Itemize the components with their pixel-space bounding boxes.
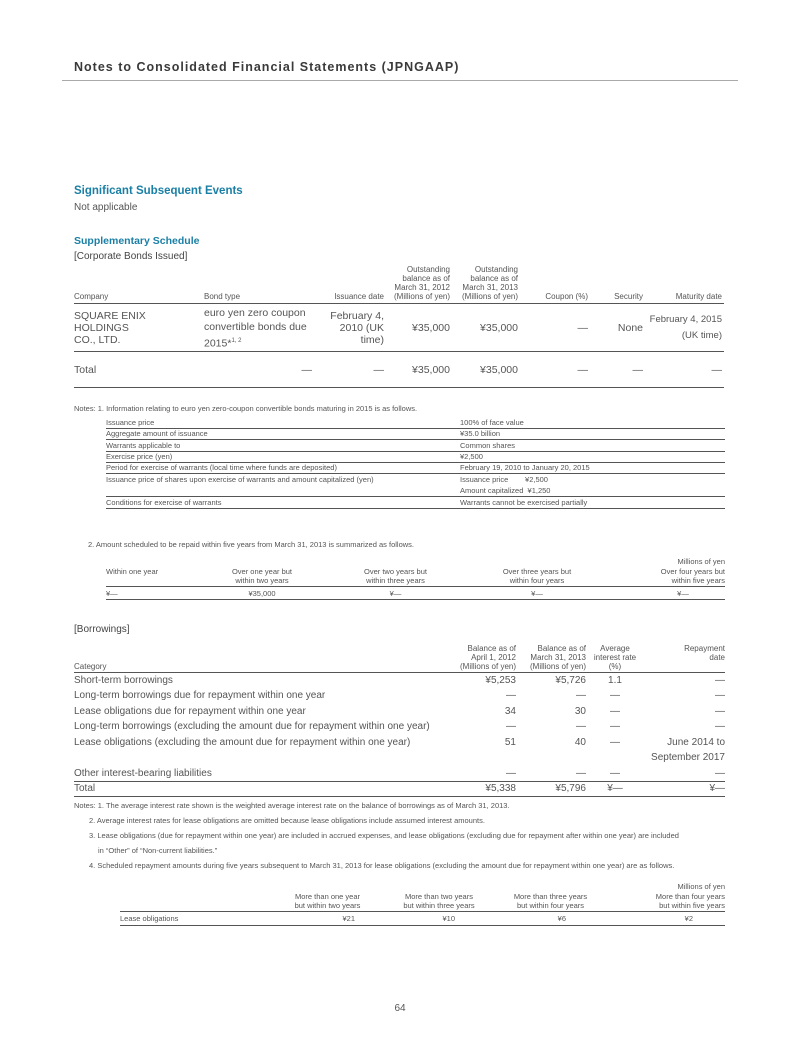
col-line: interest rate [593,653,637,662]
issuance-line: February 4, [330,310,384,322]
repayment-unit: Millions of yen [677,556,725,566]
col-coupon: Coupon (%) [520,262,590,303]
lease-table [120,880,725,926]
repayment-note: 2. Amount scheduled to be repaid within five years from March 31, 2013 is summarized as follows. [88,540,414,549]
total-bond-type: — [204,351,314,387]
value-cell: — [576,721,586,733]
rep-header-line: within two years [235,576,289,585]
lease-header [270,892,385,912]
bond-type-text: 2015* [204,337,232,350]
rep-header-line: Over two years but [364,567,427,576]
category-cell [74,750,444,766]
lease-header-line: but within four years [516,901,585,910]
value-cell [516,750,586,766]
rep-value: ¥35,000 [196,587,328,600]
rep-value: ¥— [611,587,725,600]
table-row [106,451,725,462]
rep-header-line: Over three years but [502,567,572,576]
detail-label: Issuance price of shares upon exercise of warrants and amount capitalized (yen) [106,475,374,485]
value-cell: — [506,690,516,702]
detail-label: Exercise price (yen) [106,451,456,462]
total-issuance: — [314,351,386,387]
bond-type-cell [204,303,314,351]
table-row [74,719,725,735]
rate-cell: — [610,767,620,779]
bonds-subtitle: [Corporate Bonds Issued] [74,251,188,262]
lease-header [385,892,493,912]
table-row [106,463,725,474]
value-cell: 40 [574,736,586,748]
subsequent-events-title: Significant Subsequent Events [74,185,243,197]
page-number: 64 [394,1003,406,1014]
bond-notes-intro: Notes: 1. Information relating to euro yen zero-coupon convertible bonds maturing in 2015 is as follows. [74,404,418,413]
table-row [106,485,725,496]
rep-header-line: within five years [671,576,725,585]
total-row [74,351,724,387]
total-security: — [590,351,645,387]
col-line: Repayment [684,644,725,653]
rate-cell: — [610,705,620,717]
date-cell: — [715,690,725,702]
col-maturity: Maturity date [645,262,724,303]
lease-header-line: but within five years [659,901,725,910]
note-line: in “Other” of “Non-current liabilities.” [98,846,218,855]
col-line: April 1, 2012 [471,653,516,662]
date-cell: — [715,767,725,779]
detail-value: February 19, 2010 to January 20, 2015 [456,463,725,474]
table-row [74,303,724,351]
coupon-cell: — [520,303,590,351]
company-line: SQUARE ENIX HOLDINGS [74,310,146,334]
rate-cell: 1.1 [608,675,622,686]
col-balance-2012 [386,262,452,303]
category-cell: Total [74,781,444,797]
table-row [74,673,725,689]
col-issuance-date: Issuance date [314,262,386,303]
rate-cell: — [610,721,620,733]
lease-header [493,892,608,912]
borrowings-table [74,644,725,797]
maturity-cell [645,303,724,351]
detail-value: Issuance price ¥2,500 [460,475,548,485]
value-cell: ¥5,726 [555,675,586,686]
bond-type-line: euro yen zero coupon [204,306,306,319]
company-cell [74,303,204,351]
lease-header-empty [120,892,270,912]
lease-header-line: More than two years [405,892,473,901]
value-cell: 30 [574,705,586,717]
lease-header-line: More than three years [513,892,588,901]
rep-header [611,567,725,587]
rep-header [328,567,463,587]
detail-label: Issuance price [106,417,456,428]
table-row [74,704,725,720]
col-line: date [709,653,725,662]
col-line: Average [600,644,630,653]
lease-header-line: More than four years [655,892,725,901]
rep-header-line: Within one year [106,567,159,576]
table-row [106,440,725,451]
col-line: (%) [608,662,622,671]
col-line: Outstanding [406,264,450,274]
company-line: CO., LTD. [74,334,121,346]
rep-header [196,567,328,587]
total-balance-2013: ¥35,000 [452,351,520,387]
lease-label: Lease obligations [120,912,270,926]
rep-header [463,567,611,587]
maturity-line: February 4, 2015 [649,314,722,325]
col-line: balance as of [402,273,450,283]
col-line: March 31, 2013 [530,653,586,662]
detail-value: Amount capitalized ¥1,250 [456,485,725,496]
note-line: 3. Lease obligations (due for repayment within one year) are included in accrued expenses, and lease obligations (excluding due for repayment after within one year) are included [89,831,679,840]
table-row [106,587,725,600]
balance-2013-cell: ¥35,000 [452,303,520,351]
lease-value: ¥6 [493,912,608,926]
date-cell: September 2017 [651,752,725,764]
value-cell [444,750,516,766]
rep-header-line: Over four years but [660,567,725,576]
table-row [74,766,725,782]
lease-value: ¥10 [385,912,493,926]
rate-cell: ¥— [586,781,644,797]
subsequent-events-text: Not applicable [74,202,138,213]
category-cell: Lease obligations (excluding the amount due for repayment within one year) [74,736,411,748]
rep-header [106,567,196,587]
table-row [120,912,725,926]
col-category: Category [74,644,444,673]
col-balance-2013 [452,262,520,303]
value-cell: ¥5,253 [485,675,516,686]
borrowings-notes [74,798,734,873]
col-bor-2012 [444,644,516,673]
rate-cell [586,750,644,766]
value-cell: ¥5,338 [444,781,516,797]
note-line: 4. Scheduled repayment amounts during five years subsequent to March 31, 2013 for lease obligations (excluding the amount due for repayment within one year) are as follows. [89,861,675,870]
security-cell: None [590,303,645,351]
category-cell: Other interest-bearing liabilities [74,767,212,779]
table-row [106,428,725,439]
detail-value: Warrants cannot be exercised partially [456,497,725,508]
detail-value: ¥2,500 [456,451,725,462]
category-cell: Short-term borrowings [74,675,173,686]
detail-label: Period for exercise of warrants (local time where funds are deposited) [106,463,456,474]
col-line: March 31, 2012 [394,282,450,292]
table-row [106,417,725,428]
col-line: Outstanding [474,264,518,274]
total-label: Total [74,351,204,387]
bond-type-line: convertible bonds due [204,320,307,333]
col-line: (Millions of yen) [393,291,450,301]
total-balance-2012: ¥35,000 [386,351,452,387]
lease-header-line: but within two years [294,901,361,910]
header-divider [62,80,738,81]
value-cell: — [576,767,586,779]
detail-label: Aggregate amount of issuance [106,428,456,439]
total-row [74,781,725,797]
note-line: Notes: 1. The average interest rate shown is the weighted average interest rate on the balance of borrowings as of March 31, 2013. [74,801,510,810]
lease-header-line: More than one year [294,892,361,901]
lease-value: ¥2 [608,912,725,926]
date-cell: — [715,675,725,686]
value-cell: — [506,767,516,779]
rep-value: ¥— [106,587,196,600]
col-line: Balance as of [537,644,586,653]
rate-cell: — [610,690,620,702]
rep-value: ¥— [328,587,463,600]
balance-2012-cell: ¥35,000 [386,303,452,351]
lease-header [608,892,725,912]
footnote-ref: 1, 2 [231,337,242,344]
date-cell: — [715,705,725,717]
value-cell: 51 [504,736,516,748]
col-line: (Millions of yen) [459,662,516,671]
col-bond-type: Bond type [204,262,314,303]
detail-label: Conditions for exercise of warrants [106,497,456,508]
rep-header-line: within four years [509,576,565,585]
supplementary-title: Supplementary Schedule [74,235,200,247]
value-cell: 34 [504,705,516,717]
value-cell: — [506,721,516,733]
col-bor-2013 [516,644,586,673]
table-row [106,497,725,508]
rep-header-line: within three years [366,576,425,585]
table-row [74,750,725,766]
col-security: Security [590,262,645,303]
lease-header-line: but within three years [403,901,475,910]
category-cell: Long-term borrowings due for repayment within one year [74,690,326,702]
date-cell: ¥— [644,781,725,797]
issuance-line: 2010 (UK time) [339,322,384,346]
col-rate [586,644,644,673]
detail-value: 100% of face value [456,417,725,428]
bond-type-line [204,334,312,351]
rep-header-line: Over one year but [231,567,293,576]
col-line: March 31, 2013 [462,282,518,292]
col-line: (Millions of yen) [529,662,586,671]
total-maturity: — [645,351,724,387]
col-line: Balance as of [467,644,516,653]
col-repayment [644,644,725,673]
detail-value: Common shares [456,440,725,451]
col-line: balance as of [470,273,518,283]
lease-unit: Millions of yen [677,881,725,891]
col-company: Company [74,262,204,303]
table-row [74,688,725,704]
rep-value: ¥— [463,587,611,600]
detail-value: ¥35.0 billion [456,428,725,439]
col-line: (Millions of yen) [461,291,518,301]
bonds-table [74,262,724,388]
table-row [106,474,725,485]
detail-label [106,485,456,496]
repayment-table [106,555,725,600]
page-header-title: Notes to Consolidated Financial Statements (JPNGAAP) [74,60,460,74]
category-cell: Long-term borrowings (excluding the amount due for repayment within one year) [74,721,430,733]
date-cell: — [715,721,725,733]
rate-cell: — [610,736,620,748]
date-cell: June 2014 to [667,736,725,748]
total-coupon: — [520,351,590,387]
maturity-line: (UK time) [681,330,722,341]
bond-details-table [106,417,725,509]
borrowings-title: [Borrowings] [74,624,130,635]
lease-value: ¥21 [270,912,385,926]
category-cell: Lease obligations due for repayment within one year [74,705,306,717]
note-line: 2. Average interest rates for lease obligations are omitted because lease obligations include assumed interest amounts. [89,816,485,825]
table-row [74,735,725,751]
value-cell: — [576,690,586,702]
detail-label: Warrants applicable to [106,440,456,451]
issuance-date-cell [314,303,386,351]
value-cell: ¥5,796 [516,781,586,797]
